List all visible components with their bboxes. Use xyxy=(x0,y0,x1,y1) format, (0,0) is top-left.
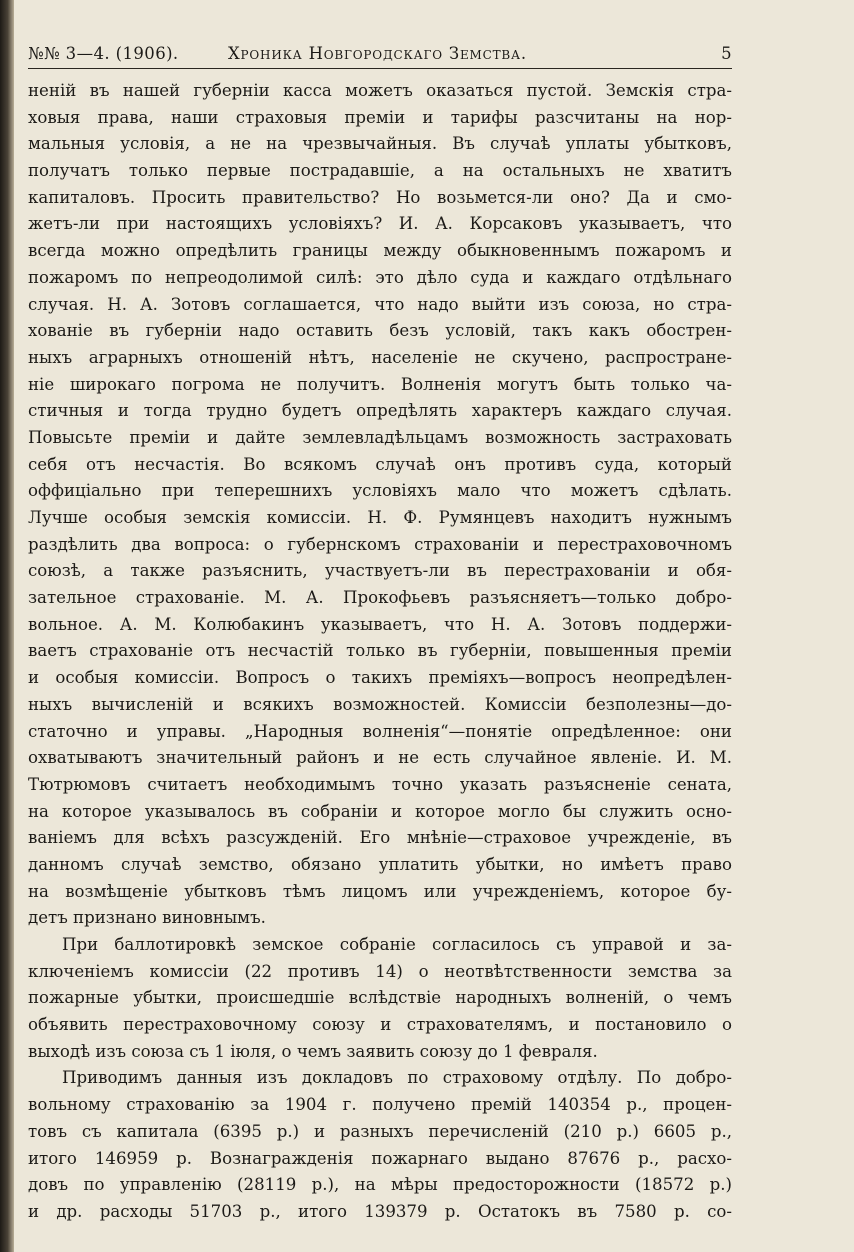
text-line: товъ съ капитала (6395 р.) и разныхъ перечисленiй (210 р.) 6605 р., xyxy=(28,1121,732,1141)
text-line: Повысьте премiи и дайте землевладѣльцамъ возможность застраховать xyxy=(28,427,732,447)
text-line: ховыя права, наши страховыя премiи и тарифы разсчитаны на нор- xyxy=(28,107,732,127)
text-line: раздѣлить два вопроса: о губернскомъ страхованiи и перестраховочномъ xyxy=(28,534,732,554)
text-line: вольное. А. М. Колюбакинъ указываетъ, что Н. А. Зотовъ поддержи- xyxy=(28,614,732,634)
running-header xyxy=(28,44,732,72)
text-line: получатъ только первые пострадавшiе, а на остальныхъ не хватитъ xyxy=(28,161,732,181)
text-line: капиталовъ. Просить правительство? Но возьмется-ли оно? Да и смо- xyxy=(28,187,732,207)
text-line: Лучше особыя земскiя комиссiи. Н. Ф. Румянцевъ находитъ нужнымъ xyxy=(28,508,732,527)
text-line: данномъ случаѣ земство, обязано уплатить убытки, но имѣетъ право xyxy=(28,854,732,874)
text-line: жетъ-ли при настоящихъ условiяхъ? И. А. Корсаковъ указываетъ, что xyxy=(28,214,732,234)
page-number: 5 xyxy=(721,44,732,63)
body-text xyxy=(28,78,732,1226)
text-line: ненiй въ нашей губернiи касса можетъ оказаться пустой. Земскiя стра- xyxy=(28,81,732,100)
journal-title: Хроника Новгородскаго Земства. xyxy=(228,44,527,63)
text-line: детъ признано виновнымъ. xyxy=(28,908,266,928)
text-line: Тютрюмовъ считаетъ необходимымъ точно указать разъясненiе сената, xyxy=(28,774,732,794)
text-line: случая. Н. А. Зотовъ соглашается, что надо выйти изъ союза, но стра- xyxy=(28,294,732,314)
text-line: ныхъ вычисленiй и всякихъ возможностей. Комиссiи безполезны—до- xyxy=(28,694,732,714)
text-line: Приводимъ данныя изъ докладовъ по страховому отдѣлу. По добро- xyxy=(62,1068,732,1088)
header-rule xyxy=(28,68,732,69)
text-line: объявить перестраховочному союзу и страхователямъ, и постановило о xyxy=(28,1015,732,1035)
text-line: При баллотировкѣ земское собранiе согласилось съ управой и за- xyxy=(62,935,732,954)
text-line: ванiемъ для всѣхъ разсужденiй. Его мнѣнiе—страховое учрежденiе, въ xyxy=(28,828,732,848)
text-line: итого 146959 р. Вознагражденiя пожарнаго выдано 87676 р., расхо- xyxy=(28,1148,732,1168)
text-line: и особыя комиссiи. Вопросъ о такихъ премiяхъ—вопросъ неопредѣлен- xyxy=(28,668,732,688)
text-line: стичныя и тогда трудно будетъ опредѣлять характеръ каждаго случая. xyxy=(28,401,732,421)
text-line: довъ по управленiю (28119 р.), на мѣры предосторожности (18572 р.) xyxy=(28,1175,732,1195)
text-line: ваетъ страхованiе отъ несчастiй только въ губернiи, повышенныя премiи xyxy=(28,641,732,661)
text-line: мальныя условiя, а не на чрезвычайныя. Въ случаѣ уплаты убытковъ, xyxy=(28,134,732,154)
text-line: зательное страхованiе. М. А. Прокофьевъ разъясняетъ—только добро- xyxy=(28,588,732,608)
text-line: охватываютъ значительный районъ и не есть случайное явленiе. И. М. xyxy=(28,748,732,768)
text-line: хованiе въ губернiи надо оставить безъ условiй, такъ какъ обострен- xyxy=(28,321,732,341)
issue-number: №№ 3—4. (1906). xyxy=(28,44,179,63)
document-page xyxy=(28,44,732,1226)
text-line: на возмѣщенiе убытковъ тѣмъ лицомъ или учрежденiемъ, которое бу- xyxy=(28,881,732,901)
text-line: себя отъ несчастiя. Во всякомъ случаѣ онъ противъ суда, который xyxy=(28,454,732,474)
text-line: пожаромъ по непреодолимой силѣ: это дѣло суда и каждаго отдѣльнаго xyxy=(28,267,732,287)
book-binding-edge xyxy=(0,0,14,1252)
text-line: союзѣ, а также разъяснить, участвуетъ-ли въ перестрахованiи и обя- xyxy=(28,561,732,581)
text-line: нiе широкаго погрома не получитъ. Волненiя могутъ быть только ча- xyxy=(28,374,732,394)
text-line: пожарные убытки, происшедшiе вслѣдствiе народныхъ волненiй, о чемъ xyxy=(28,988,732,1008)
text-line: оффицiально при теперешнихъ условiяхъ мало что можетъ сдѣлать. xyxy=(28,481,732,501)
text-line: статочно и управы. „Народныя волненiя“—понятiе опредѣленное: они xyxy=(28,721,732,741)
text-line: на которое указывалось въ собранiи и которое могло бы служить осно- xyxy=(28,801,732,821)
text-line: выходѣ изъ союза съ 1 iюля, о чемъ заявить союзу до 1 февраля. xyxy=(28,1041,598,1061)
text-line: ключенiемъ комиссiи (22 противъ 14) о неотвѣтственности земства за xyxy=(28,961,732,981)
text-line: и др. расходы 51703 р., итого 139379 р. Остатокъ въ 7580 р. со- xyxy=(28,1201,732,1221)
text-line: ныхъ аграрныхъ отношенiй нѣтъ, населенiе не скучено, распростране- xyxy=(28,347,732,367)
text-line: всегда можно опредѣлить границы между обыкновеннымъ пожаромъ и xyxy=(28,241,732,261)
text-line: вольному страхованiю за 1904 г. получено премiй 140354 р., процен- xyxy=(28,1095,732,1115)
